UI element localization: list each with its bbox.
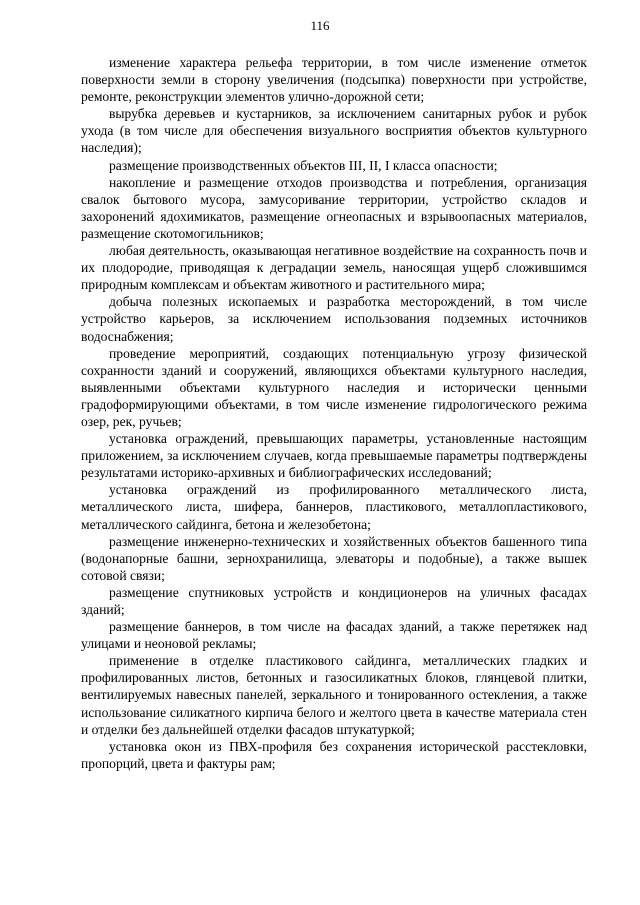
paragraph: установка ограждений из профилированного металлического листа, металлического листа, шифера, баннеров, пластикового, металлопластикового, металлического сайдинга, бетона и железобетона;	[81, 482, 587, 532]
page-number: 116	[310, 18, 330, 33]
paragraph: изменение характера рельефа территории, в том числе изменение отметок поверхности земли в сторону увеличения (подсыпка) поверхности при устройстве, ремонте, реконструкции элементов улично-дорожной сети;	[81, 55, 587, 105]
paragraph: установка ограждений, превышающих параметры, установленные настоящим приложением, за исключением случаев, когда превышаемые параметры подтверждены результатами историко-архивных и библиографических исследований;	[81, 431, 587, 481]
paragraph: вырубка деревьев и кустарников, за исключением санитарных рубок и рубок ухода (в том числе для обеспечения визуального восприятия объектов культурного наследия);	[81, 106, 587, 156]
paragraph: добыча полезных ископаемых и разработка месторождений, в том числе устройство карьеров, за исключением использования подземных источников водоснабжения;	[81, 294, 587, 344]
paragraph: применение в отделке пластикового сайдинга, металлических гладких и профилированных листов, бетонных и газосиликатных блоков, глянцевой плитки, вентилируемых навесных панелей, зеркального и тонированного остекления, а также использование силикатного кирпича белого и желтого цвета в качестве материала стен и отделки без дальнейшей отделки фасадов штукатуркой;	[81, 653, 587, 737]
paragraph: установка окон из ПВХ-профиля без сохранения исторической расстекловки, пропорций, цвета и фактуры рам;	[81, 738, 587, 771]
paragraph: размещение производственных объектов III, II, I класса опасности;	[109, 157, 498, 173]
paragraph: проведение мероприятий, создающих потенциальную угрозу физической сохранности зданий и сооружений, являющихся объектами культурного наследия, выявленными объектами культурного наследия и исторически ценными градоформирующими объектами, в том числе изменение гидрологического режима озер, рек, ручьев;	[81, 345, 587, 429]
paragraph: размещение спутниковых устройств и кондиционеров на уличных фасадах зданий;	[81, 584, 587, 617]
paragraph: любая деятельность, оказывающая негативное воздействие на сохранность почв и их плодородие, приводящая к деградации земель, наносящая ущерб сложившимся природным комплексам и объектам животного и растительного мира;	[81, 243, 587, 293]
document-body	[81, 54, 587, 772]
paragraph: размещение баннеров, в том числе на фасадах зданий, а также перетяжек над улицами и неоновой рекламы;	[81, 619, 587, 652]
paragraph: накопление и размещение отходов производства и потребления, организация свалок бытового мусора, замусоривание территории, устройство складов и захоронений ядохимикатов, размещение огнеопасных и взрывоопасных материалов, размещение скотомогильников;	[81, 174, 587, 241]
paragraph: размещение инженерно-технических и хозяйственных объектов башенного типа (водонапорные башни, зернохранилища, элеваторы и подобные), а также вышек сотовой связи;	[81, 533, 587, 583]
